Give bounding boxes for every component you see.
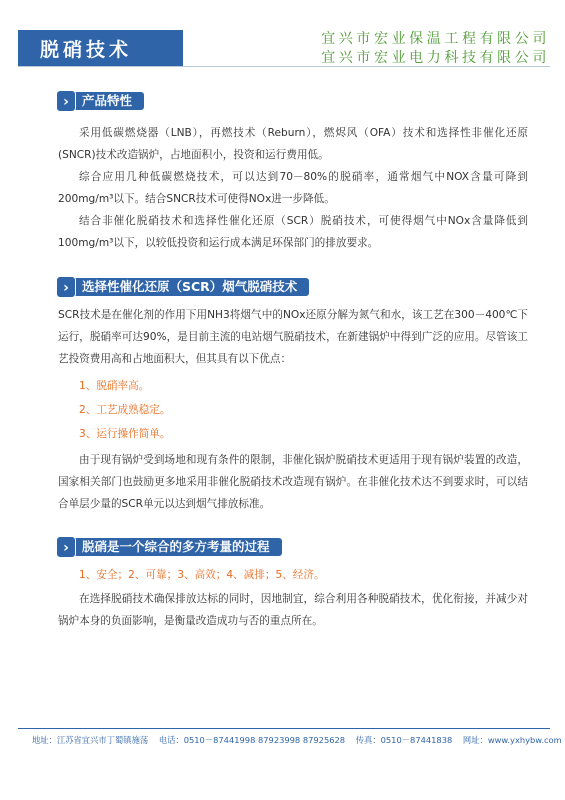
footer-address: 地址：江苏省宜兴市丁蜀镇施荡 xyxy=(32,735,149,745)
company-name-2: 宜兴市宏业电力科技有限公司 xyxy=(321,50,550,66)
highlight-list: 1、安全；2、可靠；3、高效；4、减排；5、经济。 xyxy=(79,569,325,581)
section-heading-label: 产品特性 xyxy=(66,92,144,110)
section-heading-label: 脱硝是一个综合的多方考量的过程 xyxy=(66,538,282,556)
paragraph: 由于现有锅炉受到场地和现有条件的限制，非催化锅炉脱硝技术更适用于现有锅炉装置的改造，国家相关部门也鼓励更多地采用非催化脱硝技术改造现有锅炉。在非催化技术达不到要求时，可以结合单层少量的SCR单元以达到烟气排放标准。 xyxy=(58,454,528,510)
paragraph: 结合非催化脱硝技术和选择性催化还原（SCR）脱硝技术，可使得烟气中NOx含量降低到100mg/m³以下，以较低投资和运行成本满足环保部门的排放要求。 xyxy=(58,215,528,249)
list-item: 1、脱硝率高。 xyxy=(79,380,150,392)
title-banner xyxy=(18,30,183,66)
page-footer xyxy=(32,734,562,746)
footer-divider xyxy=(18,728,550,729)
footer-fax: 传真：0510－87441838 xyxy=(355,735,453,745)
paragraph: 综合应用几种低碳燃烧技术，可以达到70－80%的脱硝率，通常烟气中NOX含量可降到200mg/m³以下。结合SNCR技术可使得NOx进一步降低。 xyxy=(58,171,528,205)
paragraph: 采用低碳燃烧器（LNB），再燃技术（Reburn），燃烬风（OFA）技术和选择性非催化还原(SNCR)技术改造锅炉，占地面积小，投资和运行费用低。 xyxy=(58,127,528,161)
chevron-right-icon: › xyxy=(56,90,76,112)
list-item: 2、工艺成熟稳定。 xyxy=(79,404,171,416)
page-title: 脱硝技术 xyxy=(40,39,133,61)
footer-website: 网址：www.yxhybw.com xyxy=(462,735,562,745)
page-header xyxy=(18,30,550,66)
list-item: 3、运行操作简单。 xyxy=(79,428,171,440)
chevron-right-icon: › xyxy=(56,536,76,558)
chevron-right-icon: › xyxy=(56,276,76,298)
company-name-1: 宜兴市宏业保温工程有限公司 xyxy=(321,31,550,47)
paragraph: 在选择脱硝技术确保排放达标的同时，因地制宜，综合利用各种脱硝技术，优化衔接，并减少对锅炉本身的负面影响，是衡量改造成功与否的重点所在。 xyxy=(58,593,528,627)
paragraph: SCR技术是在催化剂的作用下用NH3将烟气中的NOx还原分解为氮气和水，该工艺在300－400℃下运行，脱硝率可达90%，是目前主流的电站烟气脱硝技术，在新建锅炉中得到广泛的应用。尽管该工艺投资费用高和占地面积大，但其具有以下优点： xyxy=(58,309,528,365)
header-divider xyxy=(18,66,550,67)
footer-phone: 电话：0510－87441998 87923998 87925628 xyxy=(158,735,346,745)
section-heading-label: 选择性催化还原（SCR）烟气脱硝技术 xyxy=(66,278,309,296)
